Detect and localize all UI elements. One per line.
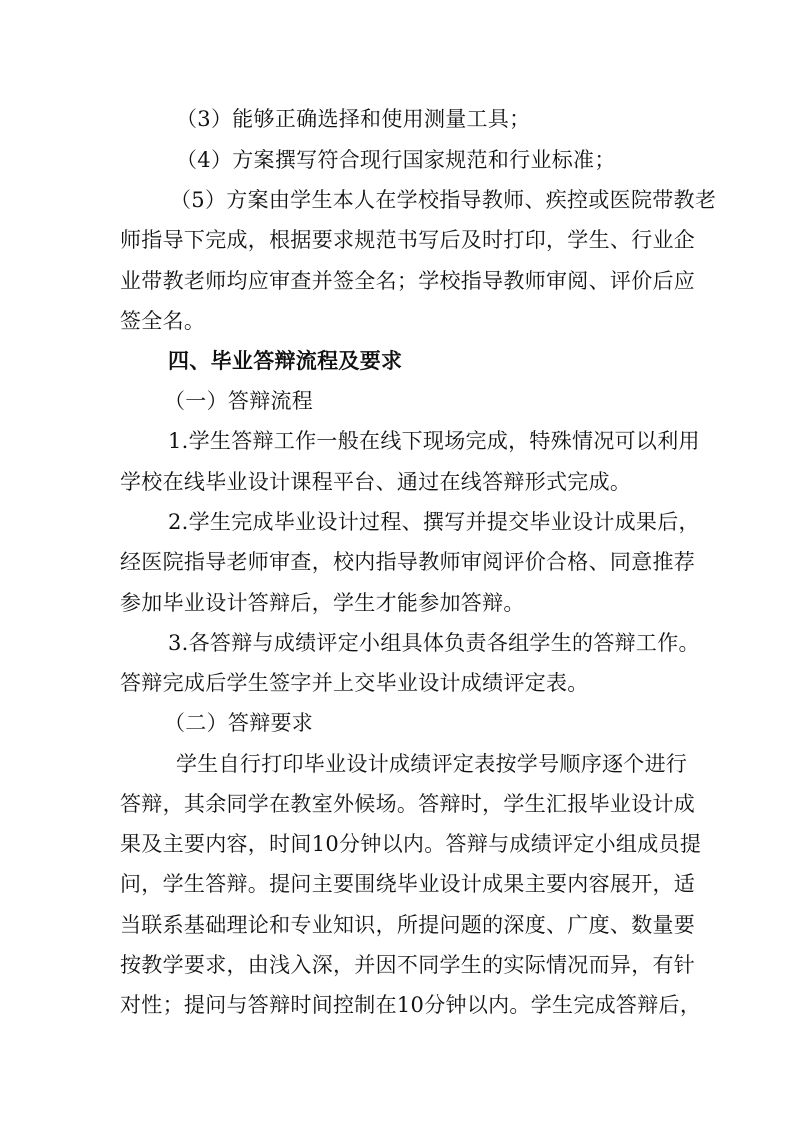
requirements-line-2: 答辩，其余同学在教室外候场。答辩时，学生汇报毕业设计成 xyxy=(120,792,696,816)
subsection-heading-2: （二）答辩要求 xyxy=(164,711,314,735)
item-2-line-3: 参加毕业设计答辩后，学生才能参加答辩。 xyxy=(120,591,525,615)
item-1-line-2: 学校在线毕业设计课程平台、通过在线答辩形式完成。 xyxy=(120,470,632,494)
requirements-line-6: 按教学要求，由浅入深，并因不同学生的实际情况而异，有针 xyxy=(120,953,696,977)
criterion-5-line-3: 业带教老师均应审查并签全名；学校指导教师审阅、评价后应 xyxy=(120,269,696,293)
item-2-line-1: 2.学生完成毕业设计过程、撰写并提交毕业设计成果后， xyxy=(168,510,700,534)
requirements-line-3: 果及主要内容，时间10分钟以内。答辩与成绩评定小组成员提 xyxy=(120,832,702,856)
criterion-5-line-4: 签全名。 xyxy=(120,309,206,333)
criterion-4: （4）方案撰写符合现行国家规范和行业标准； xyxy=(176,148,616,172)
requirements-line-7: 对性；提问与答辩时间控制在10分钟以内。学生完成答辩后， xyxy=(120,993,702,1017)
criterion-5-line-1: （5）方案由学生本人在学校指导教师、疾控或医院带教老 xyxy=(170,188,717,212)
requirements-line-1: 学生自行打印毕业设计成绩评定表按学号顺序逐个进行 xyxy=(176,752,688,776)
requirements-line-4: 问，学生答辩。提问主要围绕毕业设计成果主要内容展开，适 xyxy=(120,872,696,896)
criterion-3: （3）能够正确选择和使用测量工具； xyxy=(176,107,531,131)
criterion-5-line-2: 师指导下完成，根据要求规范书写后及时打印，学生、行业企 xyxy=(120,228,696,252)
item-3-line-1: 3.各答辩与成绩评定小组具体负责各组学生的答辩工作。 xyxy=(168,631,700,655)
item-2-line-2: 经医院指导老师审查，校内指导教师审阅评价合格、同意推荐 xyxy=(120,550,696,574)
section-heading: 四、毕业答辩流程及要求 xyxy=(168,348,403,373)
requirements-line-5: 当联系基础理论和专业知识，所提问题的深度、广度、数量要 xyxy=(120,913,696,937)
subsection-heading-1: （一）答辩流程 xyxy=(164,389,314,413)
item-1-line-1: 1.学生答辩工作一般在线下现场完成，特殊情况可以利用 xyxy=(168,429,700,453)
item-3-line-2: 答辩完成后学生签字并上交毕业设计成绩评定表。 xyxy=(120,671,589,695)
